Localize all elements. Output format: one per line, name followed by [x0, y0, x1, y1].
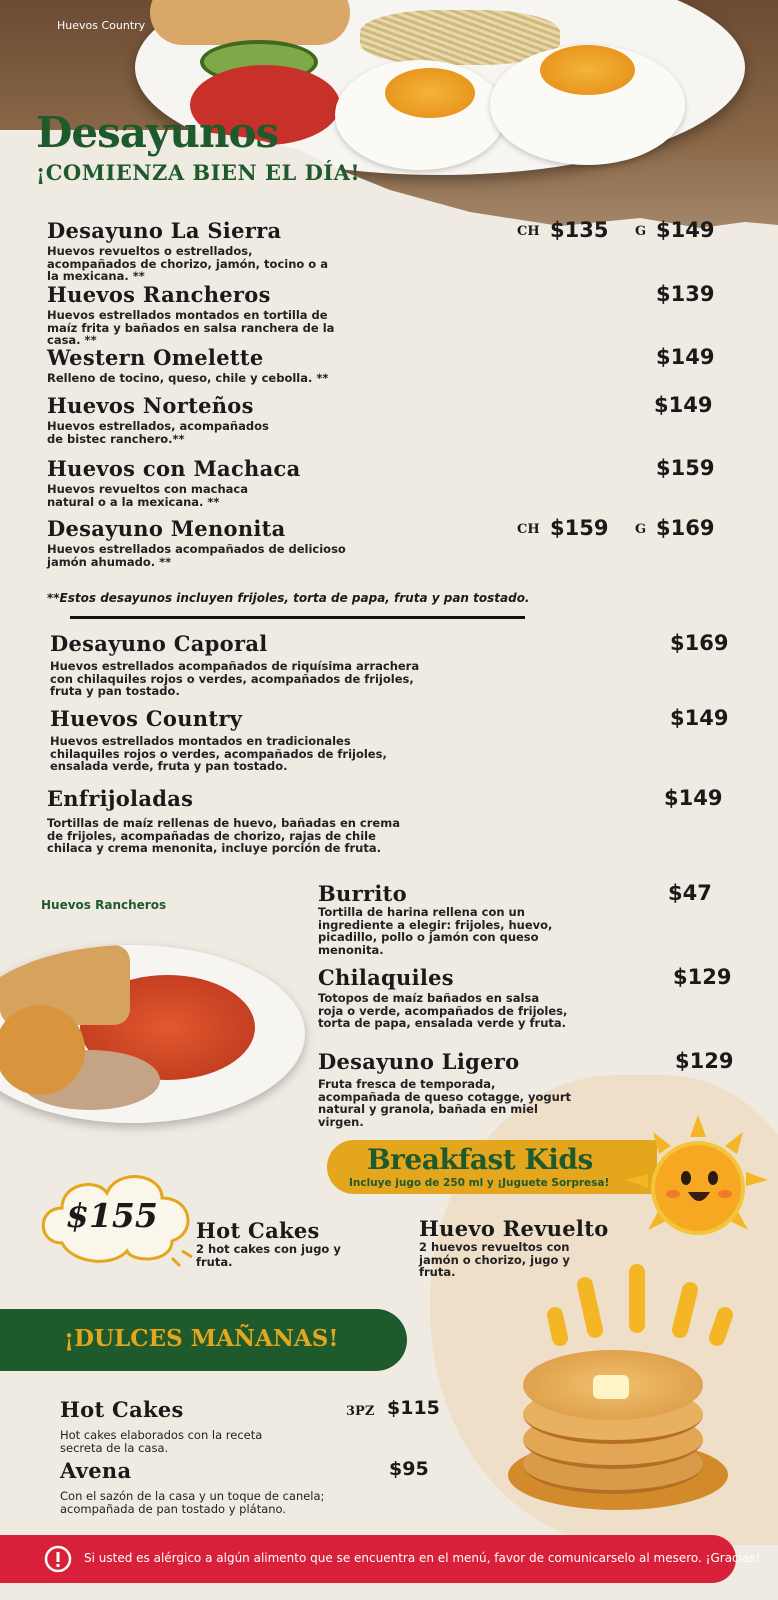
item-name: Desayuno La Sierra — [47, 218, 282, 243]
kids-banner — [327, 1140, 657, 1194]
item-name: Huevos Rancheros — [47, 282, 271, 307]
item-description: Huevos revueltos con machaca natural o a la mexicana. ** — [47, 482, 248, 509]
size-label: G — [635, 224, 647, 239]
item-description: Huevos estrellados montados en tradicionales chilaquiles rojos o verdes, acompañados de frijoles, ensalada verde, fruta y pan tostado. — [50, 734, 387, 773]
item-price: $149 — [656, 218, 715, 242]
rancheros-photo — [0, 945, 305, 1123]
item-name: Huevo Revuelto — [419, 1216, 609, 1241]
item-price: $159 — [550, 516, 609, 540]
page-title: Desayunos — [36, 108, 279, 157]
menu-item — [47, 393, 727, 445]
item-description: Relleno de tocino, queso, chile y cebolla. ** — [47, 371, 329, 385]
item-name: Desayuno Menonita — [47, 516, 286, 541]
item-price: $129 — [673, 965, 732, 989]
breadcrumb: Huevos Country — [57, 19, 146, 32]
item-price: $159 — [656, 456, 715, 480]
item-description: Hot cakes elaborados con la receta secreta de la casa. — [60, 1428, 263, 1455]
item-price: $47 — [668, 881, 712, 905]
menu-item — [47, 345, 727, 385]
item-description: Huevos estrellados, acompañados de bistec ranchero.** — [47, 419, 269, 446]
kids-option — [196, 1218, 376, 1268]
menu-item — [50, 631, 730, 698]
item-name: Huevos con Machaca — [47, 456, 301, 481]
sun-rays-decoration — [545, 1260, 735, 1350]
kids-subtitle: Incluye jugo de 250 ml y ¡Juguete Sorpresa! — [349, 1177, 610, 1189]
kids-price: $155 — [66, 1196, 158, 1235]
bread-illustration — [150, 0, 350, 45]
item-price: $149 — [670, 706, 729, 730]
menu-item — [318, 881, 738, 956]
item-price: $139 — [656, 282, 715, 306]
kids-title: Breakfast Kids — [367, 1143, 593, 1176]
item-name: Chilaquiles — [318, 965, 454, 990]
item-name: Burrito — [318, 881, 407, 906]
sun-icon — [618, 1110, 778, 1260]
size-label: CH — [517, 522, 540, 537]
butter-illustration — [593, 1375, 629, 1399]
item-description: 2 huevos revueltos con jamón o chorizo, jugo y fruta. — [419, 1240, 570, 1279]
item-description: Tortilla de harina rellena con un ingrediente a elegir: frijoles, huevo, picadillo, pollo o jamón con queso menonita. — [318, 905, 553, 957]
item-price: $149 — [664, 786, 723, 810]
item-description: Fruta fresca de temporada, acompañada de queso cotagge, yogurt natural y granola, bañada en miel virgen. — [318, 1077, 571, 1129]
pancakes-photo — [508, 1345, 713, 1515]
menu-item — [60, 1397, 440, 1454]
item-description: Huevos revueltos o estrellados, acompañados de chorizo, jamón, tocino o a la mexicana. ** — [47, 244, 328, 283]
menu-item — [47, 456, 727, 508]
item-name: Enfrijoladas — [47, 786, 194, 811]
item-price: $115 — [387, 1397, 440, 1419]
item-price: $169 — [656, 516, 715, 540]
item-description: Totopos de maíz bañados en salsa roja o verde, acompañados de frijoles, torta de papa, ensalada verde y fruta. — [318, 991, 568, 1030]
menu-item — [50, 706, 730, 773]
menu-item — [47, 218, 727, 283]
item-name: Avena — [60, 1458, 132, 1483]
item-name: Huevos Norteños — [47, 393, 254, 418]
item-name: Huevos Country — [50, 706, 243, 731]
item-description: Con el sazón de la casa y un toque de canela; acompañada de pan tostado y plátano. — [60, 1489, 325, 1516]
item-name: Hot Cakes — [60, 1397, 184, 1422]
menu-item — [318, 965, 738, 1030]
footnote: **Estos desayunos incluyen frijoles, torta de papa, fruta y pan tostado. — [47, 591, 530, 605]
dulces-banner — [0, 1309, 407, 1371]
item-description: 2 hot cakes con jugo y fruta. — [196, 1242, 341, 1269]
menu-item — [47, 282, 727, 347]
allergy-text: Si usted es alérgico a algún alimento que se encuentra en el menú, favor de comunicarselo al mesero. ¡Gracias! — [84, 1551, 761, 1565]
menu-item — [60, 1458, 440, 1515]
page-subtitle: ¡COMIENZA BIEN EL DÍA! — [36, 160, 361, 185]
item-price: $149 — [654, 393, 713, 417]
item-price: $169 — [670, 631, 729, 655]
item-description: Huevos estrellados acompañados de delicioso jamón ahumado. ** — [47, 542, 346, 569]
size-label: CH — [517, 224, 540, 239]
menu-item — [47, 516, 727, 568]
egg-yolk-illustration — [385, 68, 475, 118]
item-name: Hot Cakes — [196, 1218, 320, 1243]
divider — [70, 616, 525, 619]
item-name: Desayuno Caporal — [50, 631, 268, 656]
item-price: $135 — [550, 218, 609, 242]
egg-yolk-illustration — [540, 45, 635, 95]
item-description: Huevos estrellados acompañados de riquísima arrachera con chilaquiles rojos o verdes, acompañados de frijoles, fruta y pan tostado. — [50, 659, 420, 698]
exclamation-icon — [44, 1545, 72, 1573]
menu-item — [47, 786, 727, 855]
allergy-notice — [0, 1535, 761, 1583]
item-price: $129 — [675, 1049, 734, 1073]
dulces-title: ¡DULCES MAÑANAS! — [64, 1325, 339, 1352]
item-description: Huevos estrellados montados en tortilla de maíz frita y bañados en salsa ranchera de la casa. ** — [47, 308, 335, 347]
item-price: $95 — [389, 1458, 429, 1480]
item-description: Tortillas de maíz rellenas de huevo, bañadas en crema de frijoles, acompañadas de chorizo, rajas de chile chilaca y crema menonita, incluye porción de fruta. — [47, 816, 400, 855]
size-label: 3PZ — [346, 1404, 375, 1419]
item-name: Western Omelette — [47, 345, 264, 370]
photo-label: Huevos Rancheros — [41, 898, 167, 912]
size-label: G — [635, 522, 647, 537]
item-name: Desayuno Ligero — [318, 1049, 520, 1074]
item-price: $149 — [656, 345, 715, 369]
